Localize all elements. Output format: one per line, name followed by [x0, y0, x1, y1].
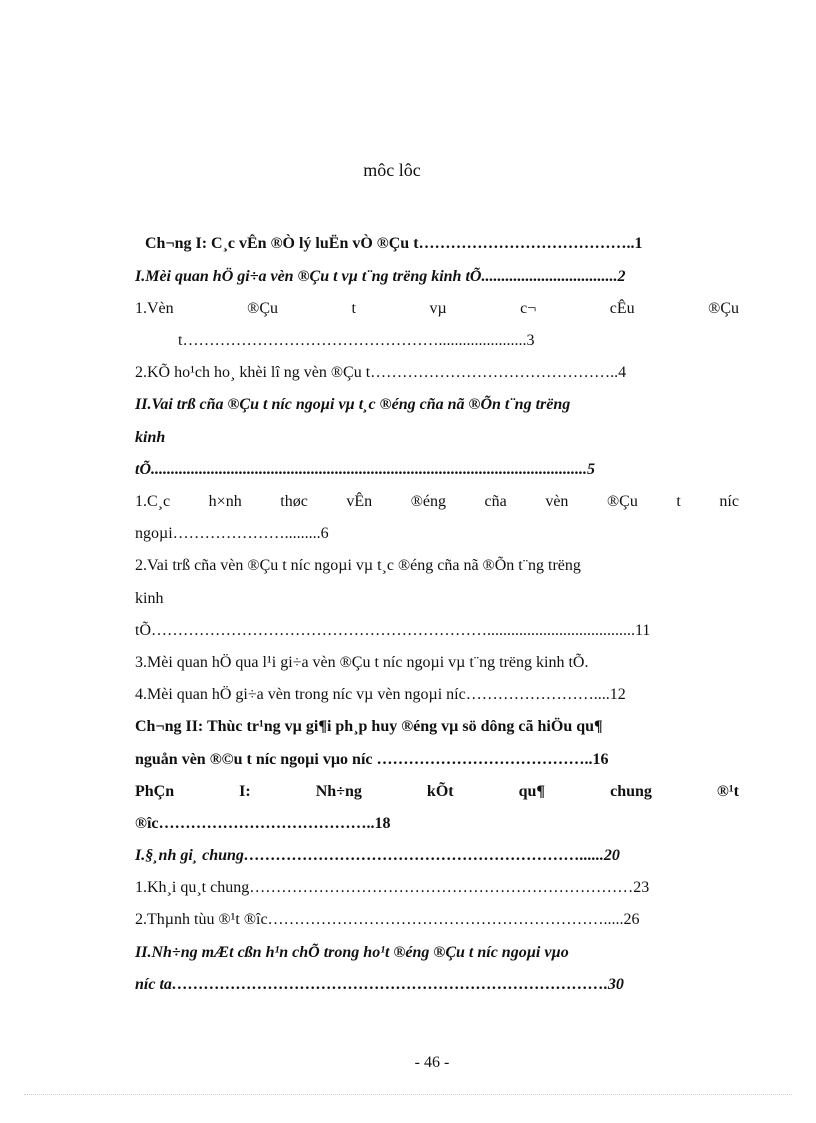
toc-entry-section-2: II.Vai trß cña ®Çu t níc ngoµi vµ t¸c ®éng cña nã ®Õn t¨ng trëng [135, 396, 571, 413]
page-bottom-rule [24, 1094, 792, 1095]
toc-entry-2-1-cont: ngoµi………………….........6 [135, 525, 329, 542]
toc-word: I: [239, 783, 251, 800]
toc-entry-chapter-1: Ch¬ng I: C¸c vÊn ®Ò lý luËn vÒ ®Çu t…………………………………..1 [145, 235, 643, 252]
toc-entry-part-1-section-2: II.Nh÷ng mÆt cßn h¹n chÕ trong ho¹t ®éng ®Çu t níc ngoµi vµo [135, 944, 569, 961]
toc-word: t [676, 493, 681, 510]
toc-entry-chapter-2: Ch¬ng II: Thùc tr¹ng vµ gi¶i ph¸p huy ®éng vµ sö dông cã hiÖu qu¶ [135, 718, 603, 735]
toc-entry-1-1-cont: t…………………………………………......................3 [178, 332, 535, 349]
toc-entry-part-1-cont: ®îc…………………………………..18 [135, 815, 391, 832]
toc-word: ®Çu [708, 300, 739, 317]
toc-entry-part-1-2: 2.Thµnh tùu ®¹t ®îc……………………………………………………….....26 [135, 911, 640, 928]
toc-entry-section-1: I.Mèi quan hÖ gi÷a vèn ®Çu t vµ t¨ng trëng kinh tÕ..................................2 [135, 268, 626, 285]
toc-word: vÊn [346, 493, 373, 510]
toc-entry-2-2-end: tÕ……………………………………………………….....................................11 [135, 622, 651, 639]
toc-entry-1-1 [135, 297, 739, 321]
toc-word: ®¹t [716, 783, 739, 800]
toc-entry-2-3: 3.Mèi quan hÖ qua l¹i gi÷a vèn ®Çu t níc ngoµi vµ t¨ng trëng kinh tÕ. [135, 654, 589, 671]
toc-word: PhÇn [135, 783, 175, 800]
toc-entry-2-4: 4.Mèi quan hÖ gi÷a vèn trong níc vµ vèn ngoµi níc……………………....12 [135, 686, 626, 703]
page-title: môc lôc [363, 160, 421, 180]
toc-word: 1.Vèn [135, 300, 174, 317]
toc-entry-section-2-cont: kinh [135, 429, 166, 446]
toc-word: ®Çu [247, 300, 278, 317]
toc-word: Nh÷ng [315, 783, 362, 800]
toc-word: vµ [429, 300, 447, 317]
toc-word: vèn [545, 493, 569, 510]
toc-entry-2-2: 2.Vai trß cña vèn ®Çu t níc ngoµi vµ t¸c ®éng cña nã ®Õn t¨ng trëng [135, 557, 581, 574]
toc-word: qu¶ [518, 783, 546, 800]
toc-word: h×nh [208, 493, 242, 510]
toc-word: chung [610, 783, 652, 800]
toc-word: c¬ [520, 300, 537, 317]
toc-word: 1.C¸c [135, 493, 171, 510]
toc-word: níc [719, 493, 739, 510]
toc-entry-part-1-section-2-cont: níc ta……………………………………………………………………….30 [135, 976, 624, 993]
toc-entry-section-2-end: tÕ.............................................................................................................5 [135, 461, 595, 478]
toc-entry-1-2: 2.KÕ ho¹ch ho¸ khèi lî ng vèn ®Çu t………………………………………..4 [135, 364, 627, 381]
toc-word: t [351, 300, 356, 317]
page-number: - 46 - [414, 1054, 450, 1071]
toc-word: cña [484, 493, 507, 510]
toc-entry-part-1-section-1: I.§¸nh gi¸ chung………………………………………………………......20 [135, 847, 620, 864]
toc-word: ®Çu [606, 493, 638, 510]
toc-entry-2-1 [135, 490, 739, 514]
toc-word: kÕt [426, 783, 454, 800]
toc-word: thøc [280, 493, 308, 510]
toc-entry-part-1 [135, 780, 739, 804]
toc-entry-chapter-2-cont: nguån vèn ®©u t níc ngoµi vµo níc …………………………………..16 [135, 751, 609, 768]
toc-word: cÊu [609, 300, 635, 317]
toc-entry-part-1-1: 1.Kh¸i qu¸t chung………………………………………………………………23 [135, 879, 650, 896]
toc-word: ®éng [410, 493, 446, 510]
toc-entry-2-2-cont: kinh [135, 590, 164, 607]
